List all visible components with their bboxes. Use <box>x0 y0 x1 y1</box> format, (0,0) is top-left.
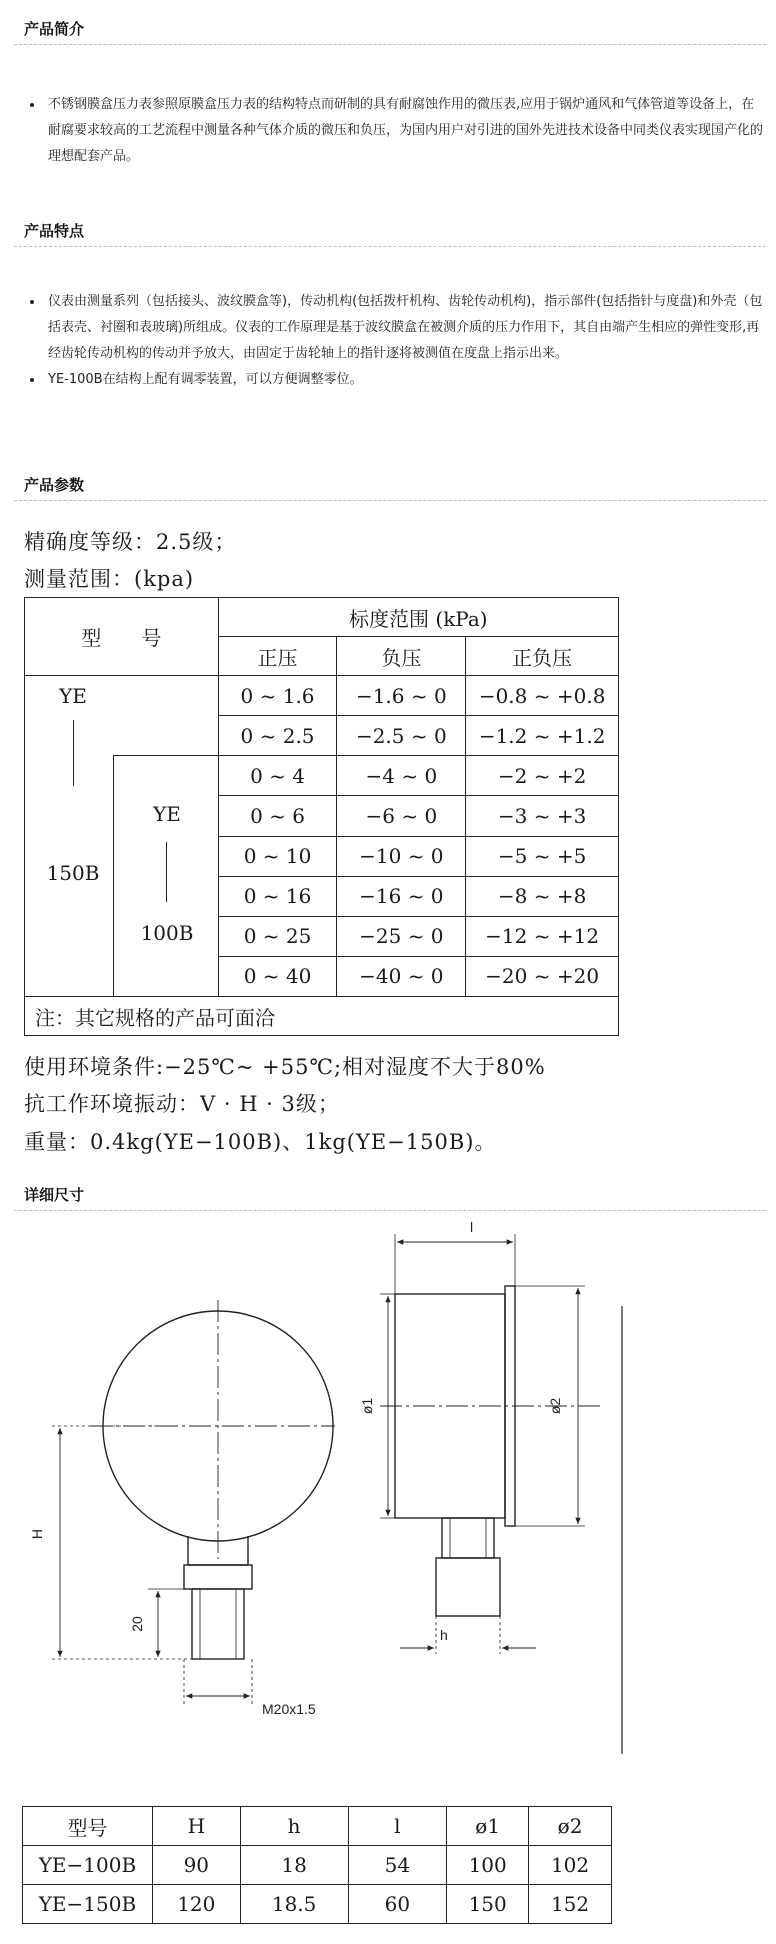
dim-cell: 120 <box>152 1885 240 1924</box>
section-title-params: 产品参数 <box>24 476 85 494</box>
section-title-dimensions: 详细尺寸 <box>24 1186 85 1204</box>
dim-cell: 60 <box>348 1885 447 1924</box>
accuracy-text: 精确度等级：2.5级； <box>24 530 237 554</box>
label-phi1: ø1 <box>359 1397 375 1415</box>
pressure-range-table <box>24 597 619 1036</box>
section-divider <box>14 500 766 501</box>
dim-cell: 54 <box>348 1846 447 1885</box>
side-view <box>380 1234 622 1754</box>
intro-body <box>24 92 764 170</box>
intro-bullet-list <box>24 92 764 170</box>
range-cell: −4 ~ 0 <box>337 756 466 796</box>
model-graphic <box>25 676 218 996</box>
dim-cell: YE−100B <box>23 1846 153 1885</box>
range-cell: −40 ~ 0 <box>337 956 466 996</box>
model-150-bottom: 150B <box>46 861 100 885</box>
label-20: 20 <box>129 1616 145 1632</box>
range-cell: 0 ~ 16 <box>218 876 337 916</box>
range-cell: −25 ~ 0 <box>337 916 466 956</box>
model-100-connector <box>166 842 167 902</box>
section-title-features: 产品特点 <box>24 222 85 240</box>
dim-cell: 90 <box>152 1846 240 1885</box>
range-cell: −1.2 ~ +1.2 <box>466 716 619 756</box>
scale-header: 标度范围 (kPa) <box>218 598 618 637</box>
dim-cell: 18.5 <box>240 1885 348 1924</box>
dimension-drawing <box>0 1214 776 1764</box>
range-cell: 0 ~ 4 <box>218 756 337 796</box>
dim-header: H <box>152 1807 240 1846</box>
label-thread: M20x1.5 <box>262 1701 316 1717</box>
range-cell: −12 ~ +12 <box>466 916 619 956</box>
section-divider <box>14 1210 766 1211</box>
model-150-top: YE <box>59 684 87 708</box>
range-cell: −16 ~ 0 <box>337 876 466 916</box>
dim-cell: YE−150B <box>23 1885 153 1924</box>
range-cell: −8 ~ +8 <box>466 876 619 916</box>
range-cell: −3 ~ +3 <box>466 796 619 836</box>
table-row <box>23 1846 612 1885</box>
side-thread <box>436 1558 500 1616</box>
front-view <box>52 1300 335 1704</box>
label-l: l <box>470 1219 474 1235</box>
dim-cell: 100 <box>447 1846 529 1885</box>
range-cell: −0.8 ~ +0.8 <box>466 676 619 716</box>
header-compound: 正负压 <box>466 637 619 676</box>
range-cell: −1.6 ~ 0 <box>337 676 466 716</box>
features-bullet-list <box>24 289 764 393</box>
table-note: 注：其它规格的产品可面洽 <box>25 997 619 1036</box>
header-positive: 正压 <box>218 637 337 676</box>
dim-header: ø2 <box>529 1807 612 1846</box>
model-cell <box>25 676 219 997</box>
header-negative: 负压 <box>337 637 466 676</box>
dim-cell: 18 <box>240 1846 348 1885</box>
weight-text: 重量：0.4kg(YE−100B)、1kg(YE−150B)。 <box>24 1130 497 1154</box>
features-bullet-1: • 仪表由测量系列（包括接头、波纹膜盒等)，传动机构(包括拨杆机构、齿轮传动机构)，指示部件(包括指针与度盘)和外壳（包括表壳、衬圈和表玻璃)所组成。仪表的工作原理是基于波纹膜盒在被测介质的压力作用下，其自由端产生相应的弹性变形,再经齿轮传动机构的传动并予放大，由固定于齿轮轴上的指针逐将被测值在度盘上指示出来。 <box>44 289 764 367</box>
dim-cell: 152 <box>529 1885 612 1924</box>
model-150-connector <box>73 720 74 786</box>
range-cell: 0 ~ 6 <box>218 796 337 836</box>
range-cell: 0 ~ 1.6 <box>218 676 337 716</box>
stem-upper <box>184 1565 252 1589</box>
dim-cell: 102 <box>529 1846 612 1885</box>
label-H: H <box>29 1528 45 1540</box>
environment-text: 使用环境条件:−25℃~ +55℃;相对湿度不大于80% <box>24 1055 546 1079</box>
model-header: 型 号 <box>25 598 219 676</box>
label-h: h <box>440 1627 448 1643</box>
range-cell: −20 ~ +20 <box>466 956 619 996</box>
range-cell: −10 ~ 0 <box>337 836 466 876</box>
model-100-bottom: 100B <box>140 921 194 945</box>
table-row <box>23 1885 612 1924</box>
features-body <box>24 289 764 393</box>
dim-header: l <box>348 1807 447 1846</box>
dim-cell: 150 <box>447 1885 529 1924</box>
range-cell: 0 ~ 25 <box>218 916 337 956</box>
dim-header: 型号 <box>23 1807 153 1846</box>
vibration-text: 抗工作环境振动：V · H · 3级； <box>24 1092 340 1116</box>
intro-bullet-1: • 不锈钢膜盒压力表参照原膜盒压力表的结构特点而研制的具有耐腐蚀作用的微压表,应用于锅炉通风和气体管道等设备上，在耐腐要求较高的工艺流程中测量各种气体介质的微压和负压，为国内用户对引进的国外先进技术设备中同类仪表实现国产化的理想配套产品。 <box>44 92 764 170</box>
range-cell: 0 ~ 40 <box>218 956 337 996</box>
range-cell: 0 ~ 2.5 <box>218 716 337 756</box>
range-cell: −2 ~ +2 <box>466 756 619 796</box>
model-100-box <box>113 755 220 997</box>
dimension-table <box>22 1806 612 1924</box>
dim-header: h <box>240 1807 348 1846</box>
features-bullet-2: • YE-100B在结构上配有调零装置，可以方便调整零位。 <box>44 367 764 393</box>
dim-header: ø1 <box>447 1807 529 1846</box>
section-divider <box>14 44 766 45</box>
model-100-top: YE <box>153 802 181 826</box>
label-phi2: ø2 <box>547 1397 563 1415</box>
range-text: 测量范围：(kpa) <box>24 567 195 591</box>
section-title-intro: 产品简介 <box>24 20 85 38</box>
range-cell: −5 ~ +5 <box>466 836 619 876</box>
range-cell: 0 ~ 10 <box>218 836 337 876</box>
range-cell: −6 ~ 0 <box>337 796 466 836</box>
range-cell: −2.5 ~ 0 <box>337 716 466 756</box>
section-divider <box>14 246 766 247</box>
